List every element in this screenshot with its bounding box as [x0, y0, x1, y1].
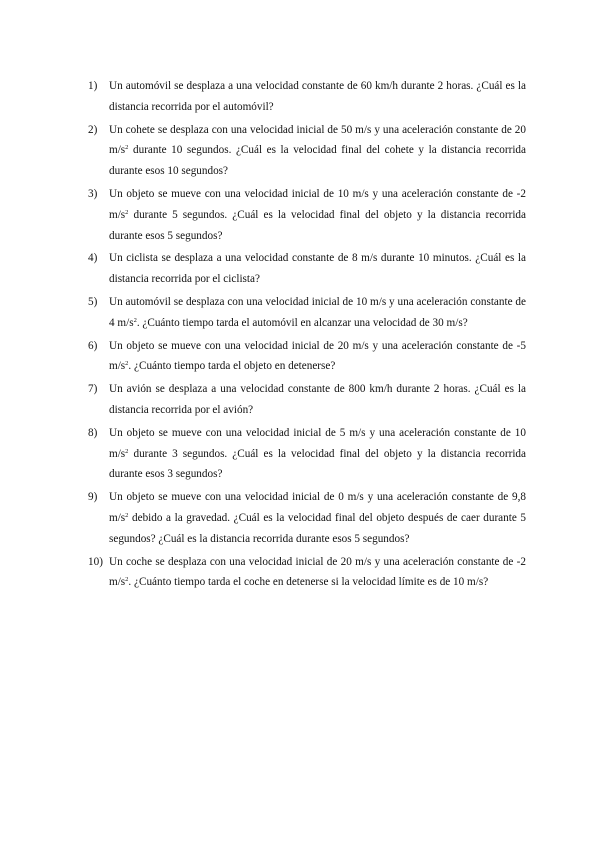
problem-text-part: . ¿Cuánto tiempo tarda el objeto en detenerse? — [128, 360, 336, 373]
problem-number: 10) — [88, 555, 103, 568]
problem-text — [109, 336, 526, 378]
problem-text — [109, 184, 526, 246]
problem-text-part: Un objeto se mueve con una velocidad inicial de 20 m/s y una aceleración constante de -5 m/s — [109, 339, 526, 373]
superscript-exponent: 2 — [125, 511, 129, 519]
problem-text — [109, 379, 526, 421]
problem-text-part: Un objeto se mueve con una velocidad inicial de 0 m/s y una aceleración constante de 9,8 m/s — [109, 491, 526, 524]
problem-number: 4) — [88, 252, 98, 265]
problem-text-part: durante 3 segundos. ¿Cuál es la velocidad final del objeto y la distancia recorrida durante esos 3 segundos? — [109, 447, 526, 481]
problem-text — [109, 248, 526, 290]
problem-item-5 — [88, 292, 526, 334]
problem-text-part: Un avión se desplaza a una velocidad constante de 800 km/h durante 2 horas. ¿Cuál es la distancia recorrida por el avión? — [109, 383, 526, 416]
problem-number: 3) — [88, 187, 98, 200]
problem-item-9 — [88, 487, 526, 549]
problem-text-part: Un objeto se mueve con una velocidad inicial de 10 m/s y una aceleración constante de -2 m/s — [109, 187, 526, 221]
problem-text-part: Un coche se desplaza con una velocidad inicial de 20 m/s y una aceleración constante de -2 m/s — [109, 555, 526, 589]
problem-item-4 — [88, 248, 526, 290]
problem-text-part: Un automóvil se desplaza a una velocidad constante de 60 km/h durante 2 horas. ¿Cuál es la distancia recorrida por el automóvil? — [109, 80, 526, 113]
problem-number: 7) — [88, 383, 98, 396]
problem-text — [109, 120, 526, 182]
problem-text — [109, 487, 526, 549]
problem-text-part: durante 10 segundos. ¿Cuál es la velocidad final del cohete y la distancia recorrida durante esos 10 segundos? — [109, 144, 526, 178]
problem-number: 5) — [88, 295, 98, 308]
problem-item-10 — [88, 552, 526, 594]
problem-text — [109, 552, 526, 594]
problem-item-6 — [88, 336, 526, 378]
superscript-exponent: 2 — [125, 208, 129, 216]
problem-list — [88, 76, 526, 595]
problem-item-1 — [88, 76, 526, 118]
superscript-exponent: 2 — [125, 447, 129, 455]
problem-number: 6) — [88, 339, 98, 352]
problem-text — [109, 423, 526, 485]
superscript-exponent: 2 — [125, 144, 129, 152]
problem-item-2 — [88, 120, 526, 182]
problem-text-part: Un automóvil se desplaza con una velocidad inicial de 10 m/s y una aceleración constante de 4 m/s — [109, 295, 526, 329]
superscript-exponent: 2 — [133, 316, 137, 324]
problem-text-part: Un ciclista se desplaza a una velocidad constante de 8 m/s durante 10 minutos. ¿Cuál es la distancia recorrida por el ciclista? — [109, 252, 526, 286]
problem-text-part: . ¿Cuánto tiempo tarda el automóvil en alcanzar una velocidad de 30 m/s? — [136, 316, 468, 329]
problem-item-3 — [88, 184, 526, 246]
problem-text-part: . ¿Cuánto tiempo tarda el coche en detenerse si la velocidad límite es de 10 m/s? — [128, 576, 489, 589]
problem-text — [109, 76, 526, 118]
problem-number: 1) — [88, 80, 98, 92]
problem-number: 8) — [88, 426, 98, 439]
superscript-exponent: 2 — [125, 360, 129, 368]
problem-number: 9) — [88, 491, 98, 504]
problem-item-7 — [88, 379, 526, 421]
superscript-exponent: 2 — [125, 576, 129, 584]
problem-text-part: debido a la gravedad. ¿Cuál es la velocidad final del objeto después de caer durante 5 segundos? ¿Cuál es la distancia recorrida durante esos 5 segundos? — [109, 511, 526, 545]
problem-number: 2) — [88, 123, 98, 136]
problem-text-part: Un objeto se mueve con una velocidad inicial de 5 m/s y una aceleración constante de 10 m/s — [109, 426, 526, 460]
problem-text — [109, 292, 526, 334]
problem-item-8 — [88, 423, 526, 485]
problem-text-part: durante 5 segundos. ¿Cuál es la velocidad final del objeto y la distancia recorrida durante esos 5 segundos? — [109, 208, 526, 242]
problem-text-part: Un cohete se desplaza con una velocidad inicial de 50 m/s y una aceleración constante de 20 m/s — [109, 123, 526, 157]
